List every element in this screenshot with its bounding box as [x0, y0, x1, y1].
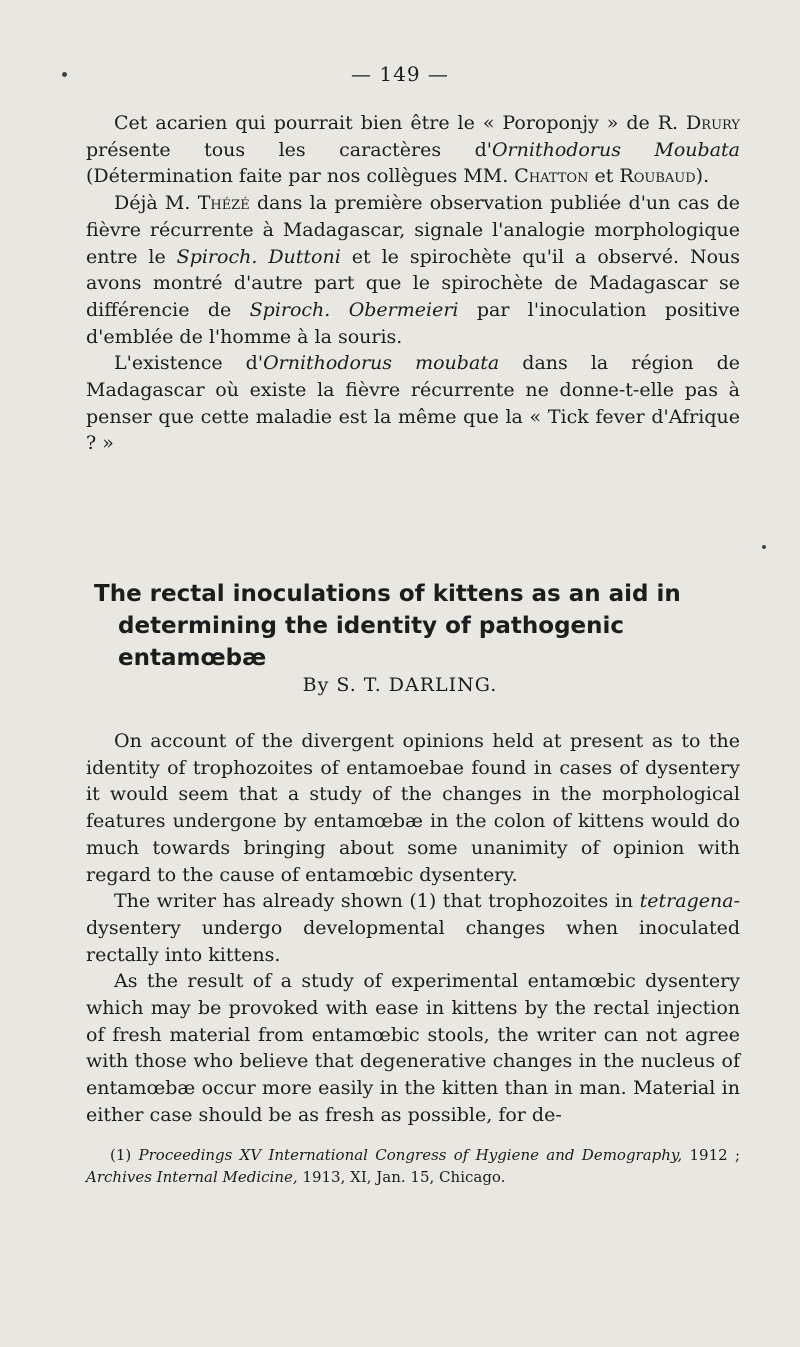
article-body — [86, 728, 740, 1129]
article-title-line-1: The rectal inoculations of kittens as an aid in — [94, 581, 681, 607]
french-paragraph-1: Cet acarien qui pourrait bien être le « Poroponjy » de R. Drury présente tous les caractères d'Ornithodorus Moubata (Détermination faite par nos collègues MM. Chatton et Roubaud). — [86, 112, 740, 188]
article-paragraph-2: The writer has already shown (1) that trophozoites in tetragena-dysentery undergo developmental changes when inoculated rectally into kittens. — [86, 890, 740, 966]
ink-speck — [762, 545, 766, 549]
french-section — [86, 110, 740, 457]
french-paragraph-3: L'existence d'Ornithodorus moubata dans la région de Madagascar où existe la fièvre récurrente ne donne-t-elle pas à penser que cette maladie est la même que la « Tick fever d'Afrique ? » — [86, 352, 740, 455]
footnote: (1) Proceedings XV International Congress of Hygiene and Demography, 1912 ; Archives Internal Medicine, 1913, XI, Jan. 15, Chicago. — [86, 1146, 740, 1186]
article-paragraph-1: On account of the divergent opinions held at present as to the identity of trophozoites of entamoebae found in cases of dysentery it would seem that a study of the changes in the morphological features undergone by entamœbæ in the colon of kittens would do much towards bringing about some unanimity of opinion with regard to the cause of entamœbic dysentery. — [86, 730, 740, 886]
article-title — [94, 578, 754, 674]
article-paragraph-3: As the result of a study of experimental entamœbic dysentery which may be provoked with ease in kittens by the rectal injection of fresh material from entamœbic stools, the writer can not agree with those who believe that degenerative changes in the nucleus of entamœbæ occur more easily in the kitten than in man. Material in either case should be as fresh as possible, for de- — [86, 970, 740, 1126]
article-title-line-2: determining the identity of pathogenic entamœbæ — [118, 613, 625, 671]
article-byline: By S. T. DARLING. — [302, 674, 498, 696]
page-number: — 149 — — [351, 62, 449, 86]
french-paragraph-2: Déjà M. Thézé dans la première observation publiée d'un cas de fièvre récurrente à Madagascar, signale l'analogie morphologique entre le Spiroch. Duttoni et le spirochète qu'il a observé. Nous avons montré d'autre part que le spirochète de Madagascar se différencie de Spiroch. Obermeieri par l'inoculation positive d'emblée de l'homme à la souris. — [86, 192, 741, 348]
